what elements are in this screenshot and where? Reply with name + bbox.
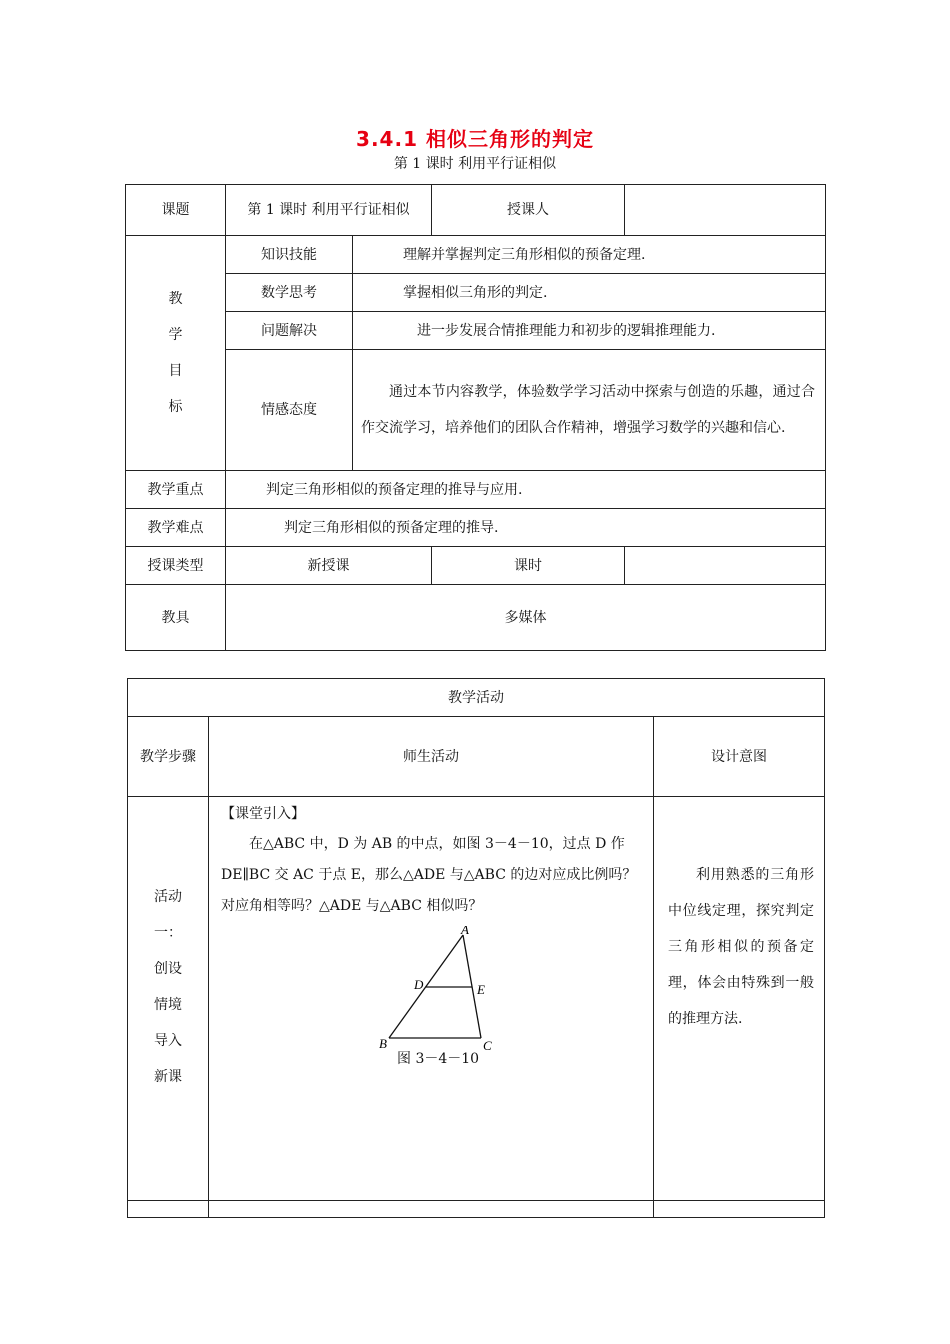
activity1-content <box>209 797 654 1201</box>
difficulty-label: 教学难点 <box>126 509 226 547</box>
goal-text-attitude: 通过本节内容教学，体验数学学习活动中探索与创造的乐趣，通过合作交流学习，培养他们的团队合作精神，增强学习数学的兴趣和信心. <box>353 350 826 471</box>
doc-subtitle: 第 1 课时 利用平行证相似 <box>393 156 557 172</box>
empty-cell <box>128 1201 209 1218</box>
col-activity: 师生活动 <box>209 717 654 797</box>
empty-cell <box>654 1201 825 1218</box>
label-c: C <box>483 1038 492 1051</box>
goal-label-knowledge: 知识技能 <box>226 236 353 274</box>
goal-label-attitude: 情感态度 <box>226 350 353 471</box>
empty-cell <box>209 1201 654 1218</box>
activity1-design: 利用熟悉的三角形中位线定理，探究判定三角形相似的预备定理，体会由特殊到一般的推理方法. <box>654 797 825 1201</box>
doc-title: 3.4.1 相似三角形的判定 <box>356 127 594 151</box>
activity1-label: 活动 一： 创设 情境 导入 新课 <box>128 797 209 1201</box>
activity-heading: 教学活动 <box>128 679 825 717</box>
goal-text-problem: 进一步发展合情推理能力和初步的逻辑推理能力. <box>353 312 826 350</box>
label-b: B <box>379 1036 387 1051</box>
col-design: 设计意图 <box>654 717 825 797</box>
lesson-info-table <box>125 184 826 651</box>
difficulty-text: 判定三角形相似的预备定理的推导. <box>226 509 826 547</box>
goal-text-thinking: 掌握相似三角形的判定. <box>353 274 826 312</box>
period-label: 课时 <box>432 547 625 585</box>
figure-caption: 图 3－4－10 <box>397 1051 480 1067</box>
teacher-label: 授课人 <box>432 185 625 236</box>
topic-value: 第 1 课时 利用平行证相似 <box>226 185 432 236</box>
activity1-text: 在△ABC 中，D 为 AB 的中点，如图 3－4－10，过点 D 作 DE∥BC 交 AC 于点 E，那么△ADE 与△ABC 的边对应成比例吗？对应角相等吗？△ADE 与△ABC 相似吗？ <box>221 836 637 914</box>
triangle-figure <box>379 926 509 1051</box>
goals-label: 教 学 目 标 <box>126 236 226 471</box>
period-value <box>625 547 826 585</box>
key-point-label: 教学重点 <box>126 471 226 509</box>
type-label: 授课类型 <box>126 547 226 585</box>
section-heading: 【课堂引入】 <box>221 806 305 822</box>
type-value: 新授课 <box>226 547 432 585</box>
topic-label: 课题 <box>126 185 226 236</box>
label-a: A <box>461 926 469 937</box>
col-step: 教学步骤 <box>128 717 209 797</box>
teacher-value <box>625 185 826 236</box>
goal-label-problem: 问题解决 <box>226 312 353 350</box>
tools-value: 多媒体 <box>226 585 826 651</box>
label-e: E <box>477 982 485 997</box>
goal-label-thinking: 数学思考 <box>226 274 353 312</box>
teaching-activity-table <box>127 678 825 1218</box>
goal-text-knowledge: 理解并掌握判定三角形相似的预备定理. <box>353 236 826 274</box>
key-point-text: 判定三角形相似的预备定理的推导与应用. <box>226 471 826 509</box>
label-d: D <box>414 977 424 992</box>
tools-label: 教具 <box>126 585 226 651</box>
